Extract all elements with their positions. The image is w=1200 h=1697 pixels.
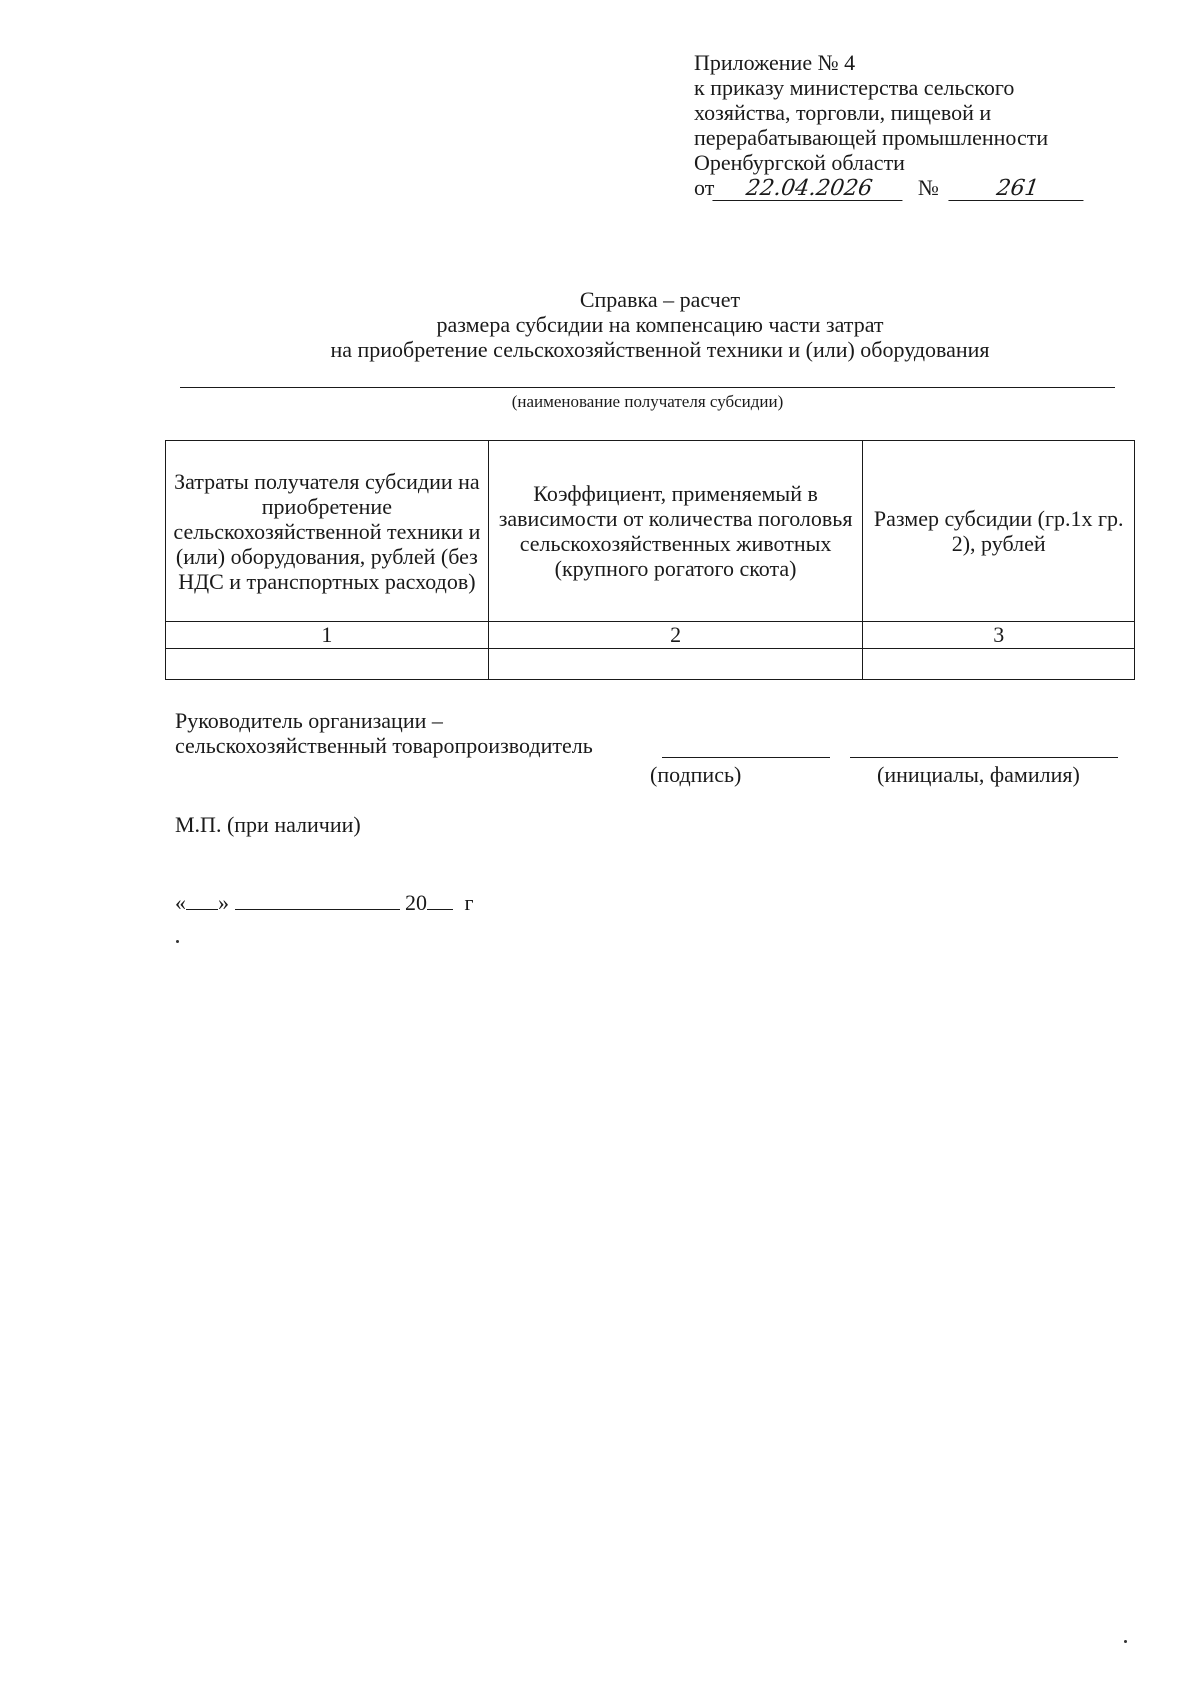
appendix-line: Оренбургской области bbox=[694, 150, 905, 175]
scan-speck bbox=[1124, 1640, 1127, 1643]
recipient-caption: (наименование получателя субсидии) bbox=[511, 392, 784, 411]
year-suffix: г bbox=[464, 890, 474, 915]
column-number: 1 bbox=[166, 622, 489, 649]
date-prefix: от bbox=[694, 175, 715, 200]
header-subsidy-size: Размер субсидии (гр.1х гр. 2), рублей bbox=[863, 441, 1135, 622]
table-cell bbox=[166, 649, 489, 680]
signature-caption: (подпись) bbox=[650, 762, 742, 787]
table-cell bbox=[488, 649, 863, 680]
order-date-handwritten: 22.04.2026 bbox=[713, 178, 906, 201]
header-coefficient: Коэффициент, применяемый в зависимости от количества поголовья сельскохозяйственных животных (крупного рогатого скота) bbox=[488, 441, 863, 622]
month-blank bbox=[235, 891, 400, 910]
date-blank bbox=[175, 890, 474, 915]
order-date-row bbox=[694, 175, 1174, 201]
table-column-numbers-row bbox=[166, 622, 1135, 649]
title-line: размера субсидии на компенсацию части затрат bbox=[436, 312, 884, 337]
year-prefix: 20 bbox=[405, 890, 427, 915]
stamp-place: М.П. (при наличии) bbox=[175, 812, 361, 837]
table-cell bbox=[863, 649, 1135, 680]
document-title bbox=[160, 287, 1160, 362]
appendix-line: хозяйства, торговли, пищевой и bbox=[694, 100, 992, 125]
open-quote: « bbox=[175, 890, 186, 915]
calculation-table bbox=[165, 440, 1135, 680]
title-line: Справка – расчет bbox=[579, 287, 741, 312]
column-number: 3 bbox=[863, 622, 1135, 649]
appendix-header bbox=[694, 50, 1174, 201]
title-line: на приобретение сельскохозяйственной техники и (или) оборудования bbox=[330, 337, 990, 362]
year-blank bbox=[427, 891, 453, 910]
number-prefix: № bbox=[917, 175, 939, 200]
close-quote: » bbox=[218, 890, 229, 915]
appendix-line: к приказу министерства сельского bbox=[694, 75, 1015, 100]
name-caption: (инициалы, фамилия) bbox=[877, 762, 1080, 787]
scan-speck bbox=[176, 940, 179, 943]
appendix-line: перерабатывающей промышленности bbox=[694, 125, 1049, 150]
recipient-name-line bbox=[180, 387, 1115, 388]
header-costs: Затраты получателя субсидии на приобретение сельскохозяйственной техники и (или) оборудования, рублей (без НДС и транспортных расходов) bbox=[166, 441, 489, 622]
day-blank bbox=[186, 891, 218, 910]
table-row bbox=[166, 649, 1135, 680]
signature-line bbox=[662, 757, 830, 758]
signatory-line: сельскохозяйственный товаропроизводитель bbox=[175, 733, 593, 758]
table-header-row bbox=[166, 441, 1135, 622]
signatory-line: Руководитель организации – bbox=[175, 708, 443, 733]
column-number: 2 bbox=[488, 622, 863, 649]
appendix-line: Приложение № 4 bbox=[694, 50, 856, 75]
order-number-handwritten: 261 bbox=[949, 178, 1087, 201]
signatory-block bbox=[175, 708, 593, 758]
name-line bbox=[850, 757, 1118, 758]
